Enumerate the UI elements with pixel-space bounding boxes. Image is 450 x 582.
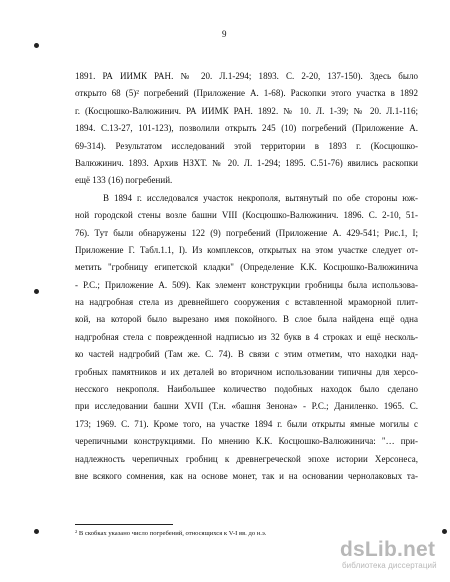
text-line: 69-314). Результатом исследований этой территории в 1893 г. (Косцюшко- xyxy=(75,140,418,151)
site-watermark xyxy=(340,538,437,574)
text-line: В 1894 г. исследовался участок некрополя, вытянутый по обе стороны юж- xyxy=(103,192,418,203)
footnote-divider xyxy=(75,524,173,525)
text-line: на надгробная стела из древнейшего сооружения с вставленной мраморной плит- xyxy=(75,297,418,308)
text-line: 1891. РА ИИМК РАН. № 20. Л.1-294; 1893. С. 2-20, 137-150). Здесь было xyxy=(75,71,418,81)
text-line: ко частей надгробий (Там же. С. 74). В связи с этим отметим, что находки над- xyxy=(75,349,418,360)
body-text xyxy=(75,68,418,485)
watermark-subtitle: библиотека диссертаций xyxy=(342,561,437,570)
text-line: г. (Косцюшко-Валюжинич. РА ИИМК РАН. 1892. № 10. Л. 1-39; № 20. Л.1-116; xyxy=(75,105,418,116)
margin-bullet-middle xyxy=(34,289,39,294)
text-line: ещё 133 (16) погребений. xyxy=(75,175,173,186)
footnote xyxy=(75,529,266,538)
text-line: Валюжинич. 1893. Архив НЗХТ. № 20. Л. 1-294; 1895. С.51-76) явились раскопки xyxy=(75,157,418,168)
text-line: 76). Тут были обнаружены 122 (9) погребений (Приложение А. 429-541; Рис.1, I; xyxy=(75,227,418,238)
text-line: надлежность черепичных гробниц к древнегреческой эпохе истории Херсонеса, xyxy=(75,453,418,464)
watermark-brand: dsLib.net xyxy=(340,538,436,561)
text-line: при исследовании башни XVII (Т.н. «башня Зенона» - Р.С.; Даниленко. 1965. С. xyxy=(75,401,418,412)
footnote-text: В скобках указано число погребений, относящихся к V-I вв. до н.э. xyxy=(78,530,267,537)
text-line: 173; 1969. С. 71). Кроме того, на участке 1894 г. были открыты ямные могилы с xyxy=(75,418,418,429)
text-line: несского некрополя. Наибольшее количество подобных находок было сделано xyxy=(75,384,418,395)
footnote-marker: 2 xyxy=(75,529,78,534)
text-line: гробных памятников и их деталей во вторичном использовании типичны для херсо- xyxy=(75,366,418,377)
text-line: 1894. С.13-27, 101-123), позволили открыть 245 (10) погребений (Приложение А. xyxy=(75,123,418,134)
page-number: 9 xyxy=(222,29,227,39)
text-line: Приложение Г. Табл.1.1, I). Из комплексов, открытых на этом участке следует от- xyxy=(75,244,418,255)
text-line: черепичными конструкциями. По мнению К.К. Косцюшко-Валюжинича: "… при- xyxy=(75,436,418,447)
text-line: ной городской стены возле башни VIII (Косцюшко-Валюжинич. 1896. С. 2-10, 51- xyxy=(75,210,418,221)
text-line: метить "гробницу египетской кладки" (Определение К.К. Косцюшко-Валюжинича xyxy=(75,262,418,273)
text-line: открыто 68 (5)² погребений (Приложение А. 1-68). Раскопки этого участка в 1892 xyxy=(75,88,418,99)
text-line: кой, на которой было вырезано имя покойного. В слое была найдена ещё одна xyxy=(75,314,418,325)
text-line: вне всякого сомнения, как на основе монет, так и на основании чернолаковых та- xyxy=(75,470,418,481)
margin-bullet-top xyxy=(34,43,39,48)
text-line: - Р.С.; Приложение А. 509). Как элемент конструкции гробницы была использова- xyxy=(75,279,418,290)
margin-bullet-lower xyxy=(34,529,39,534)
margin-bullet-right xyxy=(442,529,447,534)
text-line: надгробная стела с поврежденной надписью из 32 букв в 4 строках и ещё несколь- xyxy=(75,331,418,342)
